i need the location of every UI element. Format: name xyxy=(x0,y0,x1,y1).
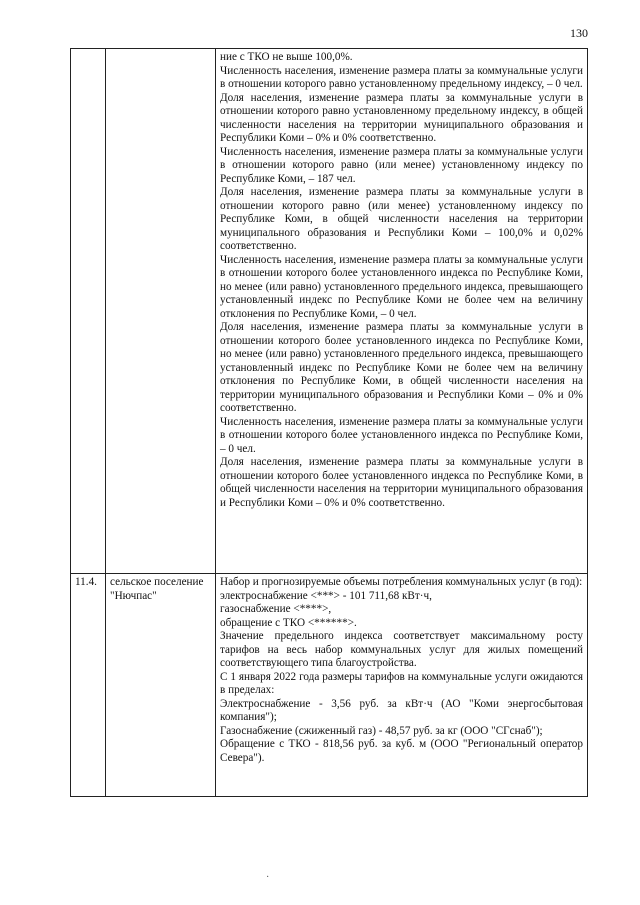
scan-dot: · xyxy=(266,872,270,883)
paragraph: Набор и прогнозируемые объемы потребления коммунальных услуг (в год): xyxy=(220,576,583,588)
row-number-cell xyxy=(71,49,106,574)
paragraph: Газоснабжение (сжиженный газ) - 48,57 руб. за кг (ООО "СГснаб"); xyxy=(220,724,543,737)
municipal-tariff-table xyxy=(70,48,588,797)
paragraph: Численность населения, изменение размера платы за коммунальные услуги в отношении которого более установленного индекса по Республике Коми, но менее (или равно) установленного предельного индекса, превышающего установленный индекс по Республике Коми не более чем на величину отклонения по Республике Коми, – 0 чел. xyxy=(220,253,583,320)
paragraph: Доля населения, изменение размера платы за коммунальные услуги в отношении которого равно установленному предельному индексу, в общей численности населения на территории муниципального образования и Республики Коми – 0% и 0% соответственно. xyxy=(220,91,583,144)
table-row-continuation xyxy=(71,49,588,574)
municipality-name-cell xyxy=(106,49,216,574)
paragraph: Значение предельного индекса соответствует максимальному росту тарифов на весь набор коммунальных услуг для жилых помещений соответствующего типа благоустройства. xyxy=(220,630,583,669)
paragraph: Обращение с ТКО - 818,56 руб. за куб. м (ООО "Региональный оператор Севера"). xyxy=(220,738,583,764)
paragraph: С 1 января 2022 года размеры тарифов на коммунальные услуги ожидаются в пределах: xyxy=(220,670,583,696)
paragraph: газоснабжение <****>, xyxy=(220,603,332,615)
paragraph: Численность населения, изменение размера платы за коммунальные услуги в отношении которого равно установленному предельному индексу, – 0 чел. xyxy=(220,64,583,90)
description-cell xyxy=(216,49,588,574)
page-number: 130 xyxy=(570,26,588,40)
paragraph: Доля населения, изменение размера платы за коммунальные услуги в отношении которого более установленного индекса по Республике Коми, в общей численности населения на территории муниципального образования и Республики Коми – 0% и 0% соответственно. xyxy=(220,456,583,509)
paragraph: Доля населения, изменение размера платы за коммунальные услуги в отношении которого более установленного индекса по Республике Коми, но менее (или равно) установленного предельного индекса, превышающего установленный индекс по Республике Коми не более чем на величину отклонения по Республике Коми, в общей численности населения на территории муниципального образования и Республики Коми – 0% и 0% соответственно. xyxy=(220,321,583,414)
paragraph: Электроснабжение - 3,56 руб. за кВт·ч (АО "Коми энергосбытовая компания"); xyxy=(220,697,583,723)
description-cell xyxy=(216,574,588,797)
table-row-11-4 xyxy=(71,574,588,797)
paragraph: обращение с ТКО <******>. xyxy=(220,616,357,629)
paragraph: Численность населения, изменение размера платы за коммунальные услуги в отношении которого равно (или менее) установленному индексу по Республике Коми, – 187 чел. xyxy=(220,145,583,185)
paragraph: электроснабжение <***> - 101 711,68 кВт·ч, xyxy=(220,589,432,602)
paragraph: Численность населения, изменение размера платы за коммунальные услуги в отношении которого более установленного индекса по Республике Коми, – 0 чел. xyxy=(220,415,583,455)
paragraph: ние с ТКО не выше 100,0%. xyxy=(220,51,353,63)
municipality-name-cell: сельское поселение "Нючпас" xyxy=(106,574,216,797)
paragraph: Доля населения, изменение размера платы за коммунальные услуги в отношении которого равно (или менее) установленному индексу по Республике Коми, в общей численности населения на территории муниципального образования и Республики Коми – 100,0% и 0,02% соответственно. xyxy=(220,186,583,252)
row-number-cell: 11.4. xyxy=(71,574,106,797)
